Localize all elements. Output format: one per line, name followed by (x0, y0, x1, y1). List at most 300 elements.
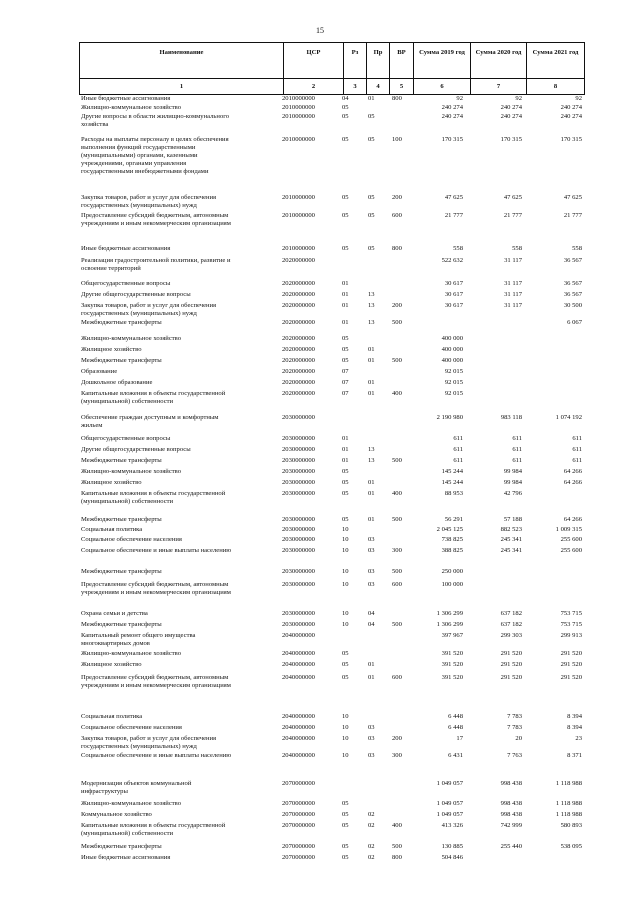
row-subsection: 13 (368, 457, 375, 464)
row-expense-type: 300 (392, 547, 402, 554)
row-csr: 2030000000 (282, 446, 315, 453)
row-name: Социальная политика (81, 526, 143, 533)
row-sum-2019: 391 520 (441, 650, 463, 657)
row-name: Иные бюджетные ассигнования (81, 245, 171, 252)
row-sum-2021: 1 118 988 (555, 780, 582, 787)
row-name: Закупка товаров, работ и услуг для обеспечения государственных (муниципальных) нужд (81, 194, 217, 209)
row-section: 10 (342, 581, 349, 588)
row-sum-2021: 170 315 (560, 136, 582, 143)
row-name: Социальное обеспечение населения (81, 724, 182, 731)
row-section: 05 (342, 822, 349, 829)
header-label: ЦСР (306, 49, 321, 56)
header-number: 6 (440, 83, 444, 90)
row-sum-2019: 145 244 (441, 468, 463, 475)
row-subsection: 01 (368, 346, 375, 353)
row-subsection: 02 (368, 843, 375, 850)
row-csr: 2010000000 (282, 212, 315, 219)
row-section: 01 (342, 446, 349, 453)
row-expense-type: 600 (392, 212, 402, 219)
row-sum-2020: 998 438 (500, 811, 522, 818)
row-section: 05 (342, 468, 349, 475)
header-label: Сумма 2019 год (419, 49, 465, 56)
row-sum-2019: 21 777 (444, 212, 463, 219)
row-section: 04 (342, 95, 349, 102)
row-csr: 2020000000 (282, 346, 315, 353)
row-expense-type: 500 (392, 457, 402, 464)
row-subsection: 13 (368, 302, 375, 309)
row-section: 10 (342, 568, 349, 575)
row-subsection: 01 (368, 516, 375, 523)
row-section: 05 (342, 516, 349, 523)
table-header (79, 42, 585, 95)
row-sum-2019: 388 825 (441, 547, 463, 554)
row-csr: 2030000000 (282, 536, 315, 543)
row-name: Жилищно-коммунальное хозяйство (81, 468, 182, 475)
row-sum-2021: 538 095 (560, 843, 582, 850)
row-csr: 2040000000 (282, 735, 315, 742)
row-sum-2021: 92 (575, 95, 582, 102)
row-csr: 2030000000 (282, 621, 315, 628)
row-sum-2019: 92 015 (444, 379, 463, 386)
row-subsection: 01 (368, 661, 375, 668)
row-sum-2020: 882 523 (500, 526, 522, 533)
row-sum-2020: 240 274 (500, 104, 522, 111)
row-sum-2021: 1 118 988 (555, 800, 582, 807)
row-name: Капитальный ремонт общего имущества многоквартирных домов (81, 632, 196, 647)
row-csr: 2020000000 (282, 257, 315, 264)
row-name: Социальное обеспечение и иные выплаты населению (81, 547, 232, 554)
row-sum-2020: 558 (512, 245, 522, 252)
row-sum-2020: 611 (512, 457, 522, 464)
row-name: Дошкольное образование (81, 379, 153, 386)
row-expense-type: 500 (392, 319, 402, 326)
row-name: Жилищно-коммунальное хозяйство (81, 335, 182, 342)
row-subsection: 03 (368, 724, 375, 731)
row-sum-2020: 57 188 (503, 516, 522, 523)
header-label: Сумма 2020 год (475, 49, 522, 56)
row-name: Общегосударственные вопросы (81, 280, 171, 287)
row-name: Другие вопросы в области жилищно-коммунального хозяйства (81, 113, 230, 128)
row-section: 05 (342, 479, 349, 486)
row-sum-2021: 64 266 (563, 516, 582, 523)
row-sum-2021: 8 394 (567, 713, 582, 720)
row-subsection: 03 (368, 536, 375, 543)
row-sum-2021: 291 520 (560, 661, 582, 668)
row-sum-2019: 400 000 (441, 357, 463, 364)
row-name: Межбюджетные трансферты (81, 357, 162, 364)
row-subsection: 05 (368, 136, 375, 143)
row-name: Реализация градостроительной политики, развитие и освоение территорий (81, 257, 231, 272)
row-sum-2021: 580 893 (560, 822, 582, 829)
header-col-name (80, 43, 284, 94)
row-name: Межбюджетные трансферты (81, 319, 162, 326)
row-expense-type: 500 (392, 843, 402, 850)
row-sum-2021: 64 266 (563, 468, 582, 475)
row-csr: 2040000000 (282, 632, 315, 639)
row-name: Межбюджетные трансферты (81, 568, 162, 575)
row-subsection: 05 (368, 212, 375, 219)
row-name: Закупка товаров, работ и услуг для обеспечения государственных (муниципальных) нужд (81, 302, 217, 317)
row-sum-2020: 998 438 (500, 780, 522, 787)
header-label: Рз (351, 49, 359, 56)
row-sum-2021: 753 715 (560, 621, 582, 628)
row-csr: 2020000000 (282, 390, 315, 397)
row-subsection: 01 (368, 490, 375, 497)
row-subsection: 01 (368, 357, 375, 364)
row-sum-2019: 6 431 (448, 752, 463, 759)
row-sum-2021: 1 074 192 (555, 414, 582, 421)
row-sum-2021: 23 (575, 735, 582, 742)
header-divider (527, 78, 584, 79)
row-subsection: 04 (368, 621, 375, 628)
row-csr: 2020000000 (282, 291, 315, 298)
row-name: Образование (81, 368, 118, 375)
row-expense-type: 800 (392, 245, 402, 252)
row-expense-type: 800 (392, 854, 402, 861)
row-section: 05 (342, 800, 349, 807)
row-name: Жилищное хозяйство (81, 479, 142, 486)
row-subsection: 05 (368, 245, 375, 252)
row-sum-2021: 8 394 (567, 724, 582, 731)
row-sum-2021: 240 274 (560, 113, 582, 120)
row-sum-2020: 99 984 (503, 468, 522, 475)
row-section: 10 (342, 724, 349, 731)
row-csr: 2010000000 (282, 194, 315, 201)
row-section: 05 (342, 113, 349, 120)
row-csr: 2010000000 (282, 95, 315, 102)
row-subsection: 13 (368, 446, 375, 453)
header-col-sum-2021 (527, 43, 584, 94)
row-sum-2019: 240 274 (441, 113, 463, 120)
row-csr: 2020000000 (282, 302, 315, 309)
row-sum-2019: 92 015 (444, 368, 463, 375)
row-sum-2021: 558 (572, 245, 582, 252)
row-sum-2021: 8 371 (567, 752, 582, 759)
row-sum-2019: 145 244 (441, 479, 463, 486)
row-csr: 2030000000 (282, 414, 315, 421)
row-sum-2020: 21 777 (503, 212, 522, 219)
row-sum-2020: 7 763 (507, 752, 522, 759)
row-expense-type: 200 (392, 194, 402, 201)
row-section: 05 (342, 194, 349, 201)
row-subsection: 05 (368, 194, 375, 201)
row-sum-2019: 558 (453, 245, 463, 252)
row-sum-2019: 2 190 980 (436, 414, 463, 421)
row-sum-2019: 92 015 (444, 390, 463, 397)
row-name: Другие общегосударственные вопросы (81, 291, 191, 298)
row-sum-2019: 611 (453, 457, 463, 464)
row-sum-2019: 240 274 (441, 104, 463, 111)
row-section: 05 (342, 357, 349, 364)
row-sum-2019: 30 617 (444, 280, 463, 287)
row-subsection: 01 (368, 379, 375, 386)
row-name: Закупка товаров, работ и услуг для обеспечения государственных (муниципальных) нужд (81, 735, 217, 750)
row-sum-2021: 611 (572, 435, 582, 442)
header-number: 8 (553, 83, 558, 90)
row-expense-type: 100 (392, 136, 402, 143)
row-sum-2019: 170 315 (441, 136, 463, 143)
page-number: 15 (316, 26, 324, 35)
header-col-sum-2020 (471, 43, 527, 94)
row-sum-2019: 47 625 (444, 194, 463, 201)
row-section: 05 (342, 490, 349, 497)
row-expense-type: 200 (392, 735, 402, 742)
row-sum-2019: 413 326 (441, 822, 463, 829)
row-sum-2020: 742 999 (500, 822, 522, 829)
row-sum-2020: 291 520 (500, 650, 522, 657)
header-label: ВР (397, 49, 406, 56)
row-expense-type: 600 (392, 581, 402, 588)
header-divider (367, 78, 389, 79)
row-name: Жилищно-коммунальное хозяйство (81, 800, 182, 807)
header-label: Наименование (159, 49, 204, 56)
row-section: 10 (342, 713, 349, 720)
row-subsection: 02 (368, 811, 375, 818)
row-sum-2020: 291 520 (500, 661, 522, 668)
row-expense-type: 600 (392, 674, 402, 681)
row-sum-2019: 2 045 125 (436, 526, 463, 533)
row-name: Капитальные вложения в объекты государственной (муниципальной) собственности (81, 390, 226, 405)
row-csr: 2040000000 (282, 674, 315, 681)
row-sum-2021: 255 600 (560, 547, 582, 554)
row-sum-2019: 250 000 (441, 568, 463, 575)
row-csr: 2030000000 (282, 457, 315, 464)
row-sum-2019: 1 306 299 (436, 610, 463, 617)
row-sum-2019: 1 049 057 (436, 800, 463, 807)
row-sum-2021: 753 715 (560, 610, 582, 617)
row-sum-2021: 36 567 (563, 257, 582, 264)
row-section: 05 (342, 843, 349, 850)
row-csr: 2010000000 (282, 104, 315, 111)
row-sum-2021: 1 118 988 (555, 811, 582, 818)
row-sum-2019: 6 448 (448, 724, 463, 731)
row-csr: 2010000000 (282, 113, 315, 120)
row-section: 10 (342, 526, 349, 533)
row-sum-2019: 1 306 299 (436, 621, 463, 628)
row-subsection: 13 (368, 291, 375, 298)
row-sum-2019: 6 448 (448, 713, 463, 720)
row-expense-type: 400 (392, 390, 402, 397)
row-sum-2020: 255 440 (500, 843, 522, 850)
header-number: 2 (311, 83, 316, 90)
row-name: Предоставление субсидий бюджетным, автономным учреждениям и иным некоммерческим организациям (81, 581, 231, 596)
row-sum-2020: 611 (512, 446, 522, 453)
row-csr: 2070000000 (282, 811, 315, 818)
row-sum-2020: 31 117 (504, 280, 522, 287)
row-section: 05 (342, 650, 349, 657)
row-subsection: 01 (368, 95, 375, 102)
row-subsection: 03 (368, 581, 375, 588)
row-csr: 2070000000 (282, 854, 315, 861)
row-sum-2021: 36 567 (563, 280, 582, 287)
row-csr: 2020000000 (282, 319, 315, 326)
header-label: Сумма 2021 год (532, 49, 579, 56)
row-section: 05 (342, 811, 349, 818)
row-sum-2020: 240 274 (500, 113, 522, 120)
row-sum-2020: 31 117 (504, 302, 522, 309)
row-sum-2021: 611 (572, 457, 582, 464)
row-section: 05 (342, 335, 349, 342)
row-sum-2020: 637 182 (500, 621, 522, 628)
row-sum-2019: 611 (453, 435, 463, 442)
row-section: 05 (342, 212, 349, 219)
row-csr: 2040000000 (282, 713, 315, 720)
header-col-vr (390, 43, 414, 94)
header-number: 1 (179, 83, 184, 90)
header-col-rz (344, 43, 367, 94)
row-csr: 2020000000 (282, 280, 315, 287)
row-csr: 2020000000 (282, 379, 315, 386)
row-sum-2020: 31 117 (504, 257, 522, 264)
row-csr: 2010000000 (282, 245, 315, 252)
row-expense-type: 500 (392, 568, 402, 575)
row-section: 01 (342, 457, 349, 464)
row-sum-2021: 36 567 (563, 291, 582, 298)
row-name: Коммунальное хозяйство (81, 811, 152, 818)
header-divider (471, 78, 526, 79)
row-subsection: 02 (368, 854, 375, 861)
row-sum-2021: 30 500 (563, 302, 582, 309)
row-sum-2019: 56 291 (444, 516, 463, 523)
row-sum-2019: 30 617 (444, 291, 463, 298)
row-sum-2021: 21 777 (563, 212, 582, 219)
row-sum-2019: 400 000 (441, 335, 463, 342)
row-name: Социальное обеспечение и иные выплаты населению (81, 752, 232, 759)
row-sum-2019: 92 (456, 95, 463, 102)
row-section: 05 (342, 854, 349, 861)
row-section: 05 (342, 104, 349, 111)
row-sum-2019: 522 632 (441, 257, 463, 264)
header-divider (80, 78, 283, 79)
row-sum-2021: 1 009 315 (555, 526, 582, 533)
row-subsection: 04 (368, 610, 375, 617)
row-subsection: 01 (368, 390, 375, 397)
row-section: 10 (342, 610, 349, 617)
row-sum-2020: 31 117 (504, 291, 522, 298)
row-subsection: 03 (368, 547, 375, 554)
row-expense-type: 500 (392, 516, 402, 523)
row-sum-2019: 397 967 (441, 632, 463, 639)
header-number: 3 (353, 83, 357, 90)
row-csr: 2030000000 (282, 547, 315, 554)
row-name: Иные бюджетные ассигнования (81, 95, 171, 102)
row-section: 01 (342, 319, 349, 326)
row-section: 07 (342, 368, 349, 375)
row-sum-2021: 6 067 (567, 319, 582, 326)
header-divider (284, 78, 343, 79)
row-sum-2020: 983 118 (500, 414, 522, 421)
header-number: 7 (496, 83, 501, 90)
row-name: Общегосударственные вопросы (81, 435, 171, 442)
row-section: 05 (342, 674, 349, 681)
row-sum-2020: 245 341 (500, 536, 522, 543)
row-name: Предоставление субсидий бюджетным, автономным учреждениям и иным некоммерческим организациям (81, 212, 231, 227)
row-name: Межбюджетные трансферты (81, 457, 162, 464)
row-sum-2021: 64 266 (563, 479, 582, 486)
row-subsection: 03 (368, 735, 375, 742)
row-section: 05 (342, 346, 349, 353)
row-expense-type: 800 (392, 95, 402, 102)
row-sum-2019: 17 (456, 735, 463, 742)
row-subsection: 05 (368, 113, 375, 120)
header-divider (414, 78, 470, 79)
row-csr: 2020000000 (282, 357, 315, 364)
row-expense-type: 500 (392, 621, 402, 628)
row-expense-type: 500 (392, 357, 402, 364)
row-section: 05 (342, 245, 349, 252)
header-number: 4 (376, 83, 380, 90)
row-name: Жилищно-коммунальное хозяйство (81, 104, 182, 111)
row-sum-2020: 92 (515, 95, 522, 102)
row-sum-2020: 99 984 (503, 479, 522, 486)
row-sum-2019: 611 (453, 446, 463, 453)
row-expense-type: 400 (392, 490, 402, 497)
row-sum-2019: 88 953 (444, 490, 463, 497)
row-sum-2019: 391 520 (441, 674, 463, 681)
header-col-sum-2019 (414, 43, 471, 94)
row-sum-2019: 130 885 (441, 843, 463, 850)
row-section: 10 (342, 536, 349, 543)
row-section: 01 (342, 302, 349, 309)
row-name: Охрана семьи и детства (81, 610, 148, 617)
header-col-pr (367, 43, 390, 94)
row-name: Межбюджетные трансферты (81, 621, 162, 628)
header-number: 5 (399, 83, 404, 90)
row-csr: 2070000000 (282, 800, 315, 807)
row-sum-2020: 291 520 (500, 674, 522, 681)
header-divider (390, 78, 413, 79)
row-name: Жилищное хозяйство (81, 661, 142, 668)
row-name: Жилищно-коммунальное хозяйство (81, 650, 182, 657)
row-sum-2019: 30 617 (444, 302, 463, 309)
row-section: 01 (342, 280, 349, 287)
row-csr: 2040000000 (282, 650, 315, 657)
row-name: Иные бюджетные ассигнования (81, 854, 171, 861)
row-name: Предоставление субсидий бюджетным, автономным учреждениям и иным некоммерческим организациям (81, 674, 231, 689)
row-name: Жилищное хозяйство (81, 346, 142, 353)
row-name: Межбюджетные трансферты (81, 843, 162, 850)
row-sum-2020: 637 182 (500, 610, 522, 617)
row-subsection: 03 (368, 568, 375, 575)
row-sum-2020: 170 315 (500, 136, 522, 143)
row-sum-2020: 7 783 (507, 724, 522, 731)
header-divider (344, 78, 366, 79)
row-sum-2019: 738 825 (441, 536, 463, 543)
row-name: Другие общегосударственные вопросы (81, 446, 191, 453)
row-sum-2021: 240 274 (560, 104, 582, 111)
row-csr: 2030000000 (282, 516, 315, 523)
row-sum-2021: 299 913 (560, 632, 582, 639)
row-subsection: 01 (368, 479, 375, 486)
header-label: Пр (373, 49, 383, 56)
row-sum-2020: 7 783 (507, 713, 522, 720)
row-name: Социальное обеспечение населения (81, 536, 182, 543)
row-csr: 2070000000 (282, 780, 315, 787)
row-csr: 2070000000 (282, 843, 315, 850)
row-sum-2020: 998 438 (500, 800, 522, 807)
row-sum-2021: 291 520 (560, 650, 582, 657)
row-section: 05 (342, 661, 349, 668)
row-sum-2019: 400 000 (441, 346, 463, 353)
row-sum-2019: 391 520 (441, 661, 463, 668)
row-sum-2020: 611 (512, 435, 522, 442)
row-sum-2021: 291 520 (560, 674, 582, 681)
row-csr: 2030000000 (282, 490, 315, 497)
row-section: 10 (342, 735, 349, 742)
row-csr: 2030000000 (282, 526, 315, 533)
row-csr: 2030000000 (282, 581, 315, 588)
row-expense-type: 400 (392, 822, 402, 829)
